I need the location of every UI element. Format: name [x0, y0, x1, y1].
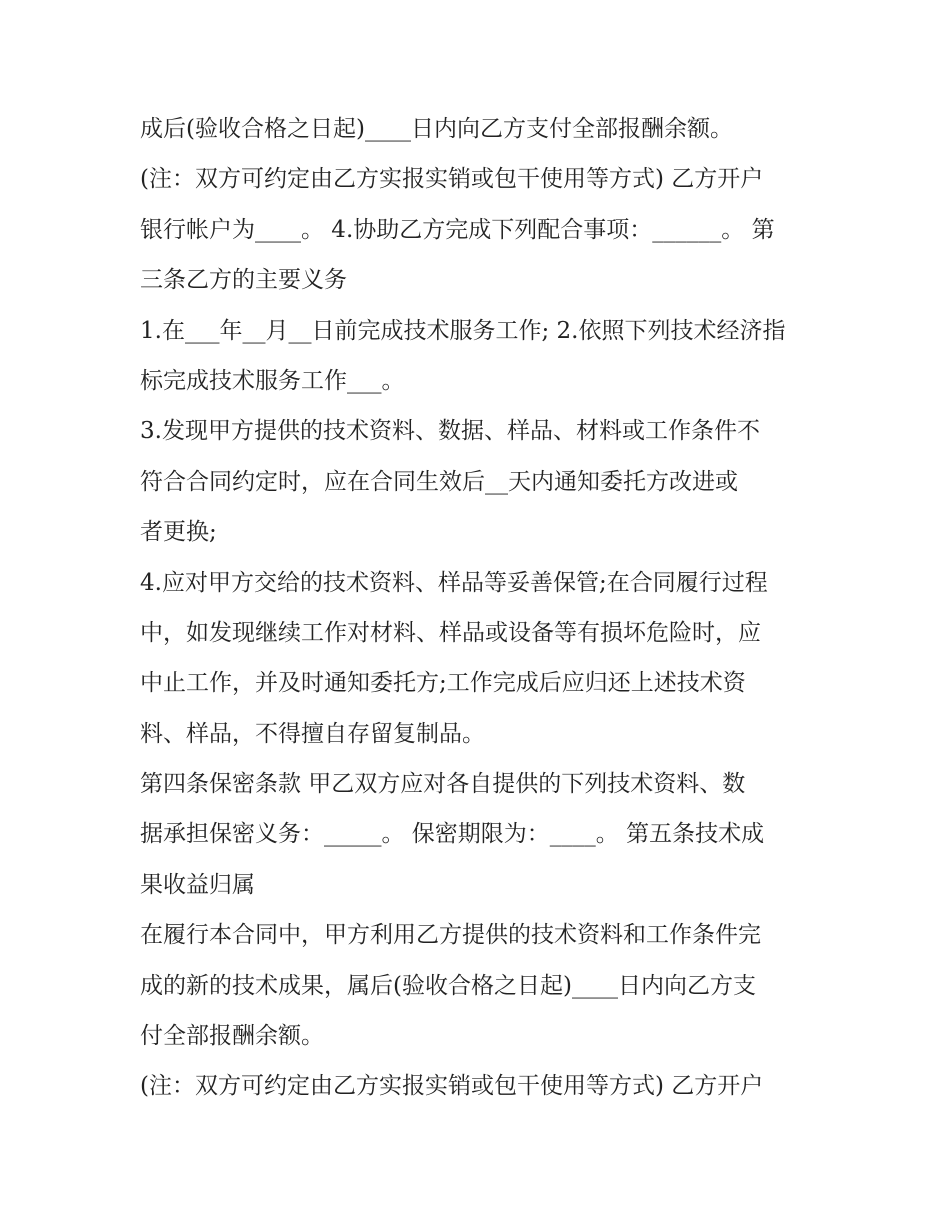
- text-line: 中止工作，并及时通知委托方;工作完成后应归还上述技术资: [140, 670, 746, 697]
- text-line: 1.在___年__月__日前完成技术服务工作; 2.依照下列技术经济指: [140, 317, 786, 344]
- text-line: 第四条保密条款 甲乙双方应对各自提供的下列技术资料、数: [140, 771, 746, 798]
- text-line: (注：双方可约定由乙方实报实销或包干使用等方式) 乙方开户: [140, 166, 764, 193]
- text-line: 成后(验收合格之日起)____日内向乙方支付全部报酬余额。: [140, 116, 733, 142]
- text-line: 三条乙方的主要义务: [140, 267, 347, 294]
- text-line: (注：双方可约定由乙方实报实销或包干使用等方式) 乙方开户: [140, 1073, 764, 1100]
- text-line: 者更换;: [140, 519, 217, 546]
- text-line: 银行帐户为____。 4.协助乙方完成下列配合事项：______。 第: [140, 216, 775, 243]
- text-line: 果收益归属: [140, 871, 255, 898]
- text-line: 成的新的技术成果，属后(验收合格之日起)____日内向乙方支: [140, 972, 756, 999]
- text-line: 3.发现甲方提供的技术资料、数据、样品、材料或工作条件不: [140, 418, 760, 445]
- text-line: 中，如发现继续工作对材料、样品或设备等有损坏危险时，应: [140, 619, 761, 646]
- text-line: 据承担保密义务：_____。 保密期限为：____。 第五条技术成: [140, 821, 765, 848]
- text-line: 标完成技术服务工作___。: [140, 367, 405, 394]
- text-line: 在履行本合同中，甲方利用乙方提供的技术资料和工作条件完: [140, 922, 761, 949]
- document-body: [140, 104, 820, 1112]
- text-line: 符合合同约定时，应在合同生效后__天内通知委托方改进或: [140, 468, 738, 495]
- text-line: 4.应对甲方交给的技术资料、样品等妥善保管;在合同履行过程: [140, 569, 768, 596]
- text-line: 料、样品，不得擅自存留复制品。: [140, 720, 485, 747]
- text-line: 付全部报酬余额。: [140, 1023, 324, 1050]
